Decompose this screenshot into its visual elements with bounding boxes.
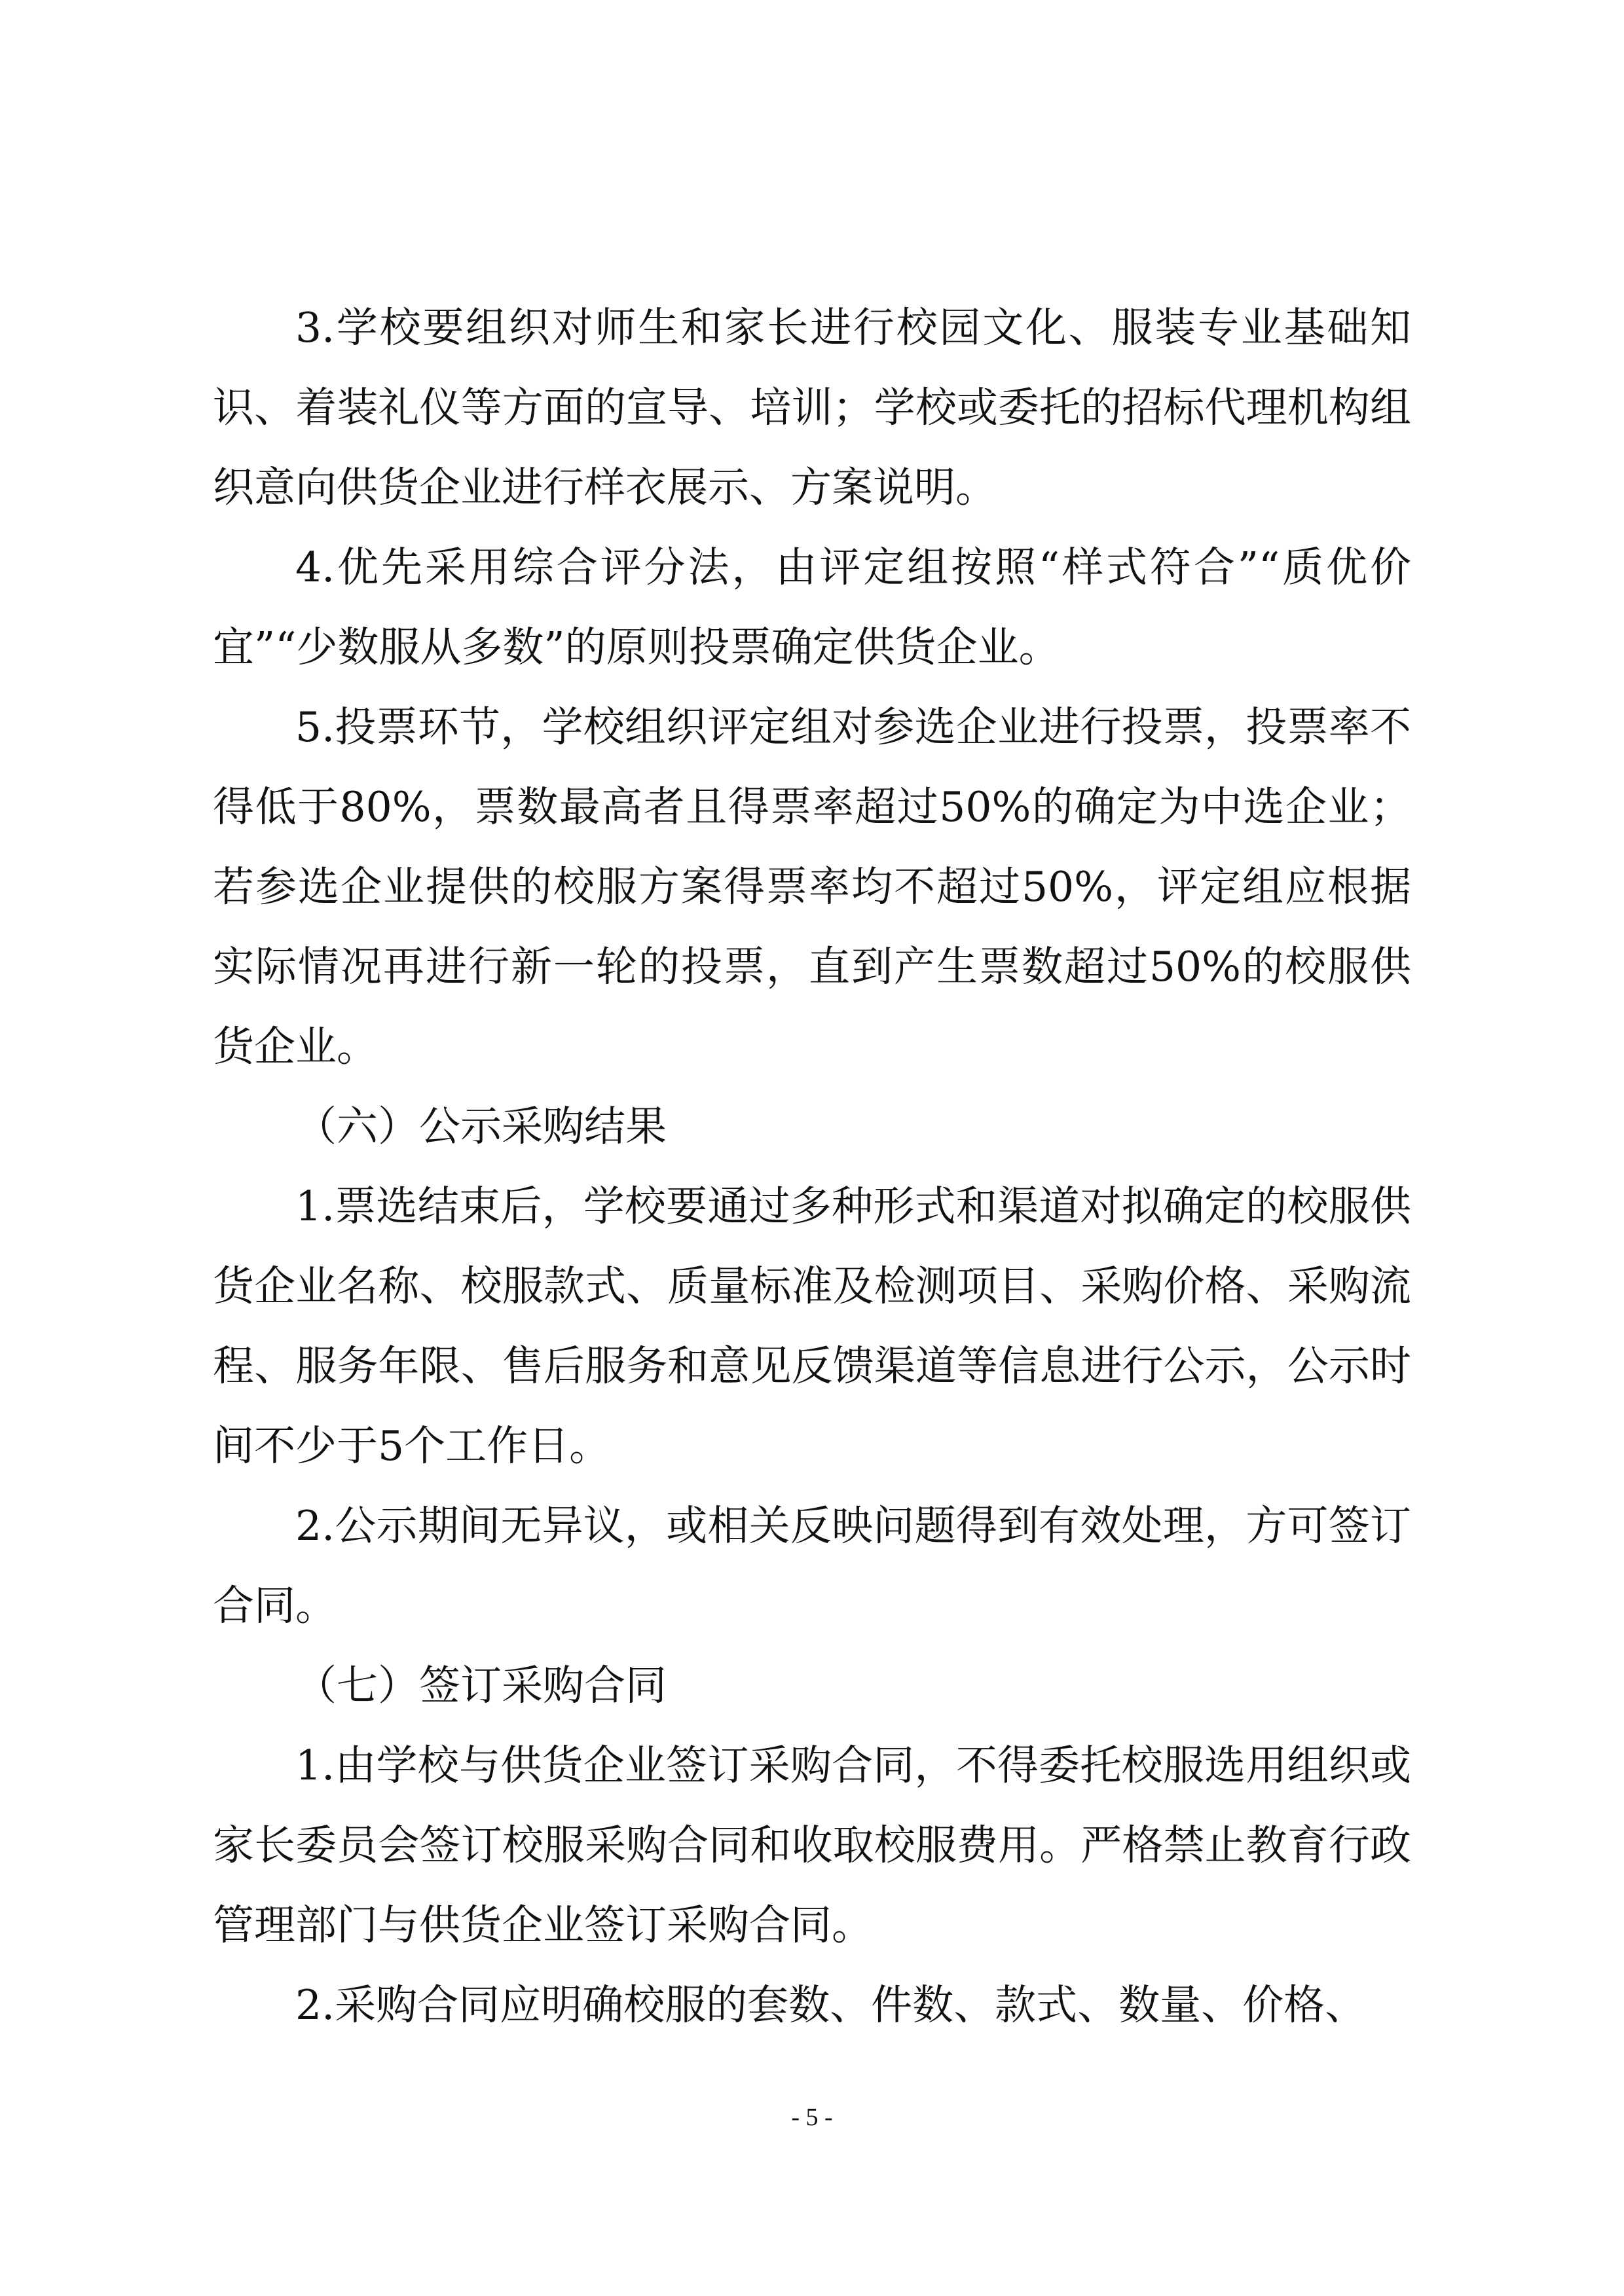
- paragraph-item-3: 3.学校要组织对师生和家长进行校园文化、服装专业基础知识、着装礼仪等方面的宣导、培训；学校或委托的招标代理机构组织意向供货企业进行样衣展示、方案说明。: [213, 304, 1411, 511]
- paragraph-item-4: 4.优先采用综合评分法，由评定组按照“样式符合”“质优价宜”“少数服从多数”的原则投票确定供货企业。: [213, 543, 1411, 671]
- section-heading-6: （六）公示采购结果: [295, 1102, 667, 1150]
- document-body: [213, 288, 1411, 2045]
- paragraph-item-6-1: 1.票选结束后，学校要通过多种形式和渠道对拟确定的校服供货企业名称、校服款式、质量标准及检测项目、采购价格、采购流程、服务年限、售后服务和意见反馈渠道等信息进行公示，公示时间不少于5个工作日。: [213, 1182, 1411, 1470]
- paragraph-item-7-2: 2.采购合同应明确校服的套数、件数、款式、数量、价格、: [295, 1981, 1367, 2029]
- paragraph-item-6-2: 2.公示期间无异议，或相关反映问题得到有效处理，方可签订合同。: [213, 1502, 1411, 1630]
- page-number: - 5 -: [791, 2104, 833, 2131]
- paragraph-item-5: 5.投票环节，学校组织评定组对参选企业进行投票，投票率不得低于80%，票数最高者且得票率超过50%的确定为中选企业；若参选企业提供的校服方案得票率均不超过50%，评定组应根据实际情况再进行新一轮的投票，直到产生票数超过50%的校服供货企业。: [213, 703, 1411, 1070]
- paragraph-item-7-1: 1.由学校与供货企业签订采购合同，不得委托校服选用组织或家长委员会签订校服采购合同和收取校服费用。严格禁止教育行政管理部门与供货企业签订采购合同。: [213, 1741, 1411, 1949]
- section-heading-7: （七）签订采购合同: [295, 1662, 667, 1709]
